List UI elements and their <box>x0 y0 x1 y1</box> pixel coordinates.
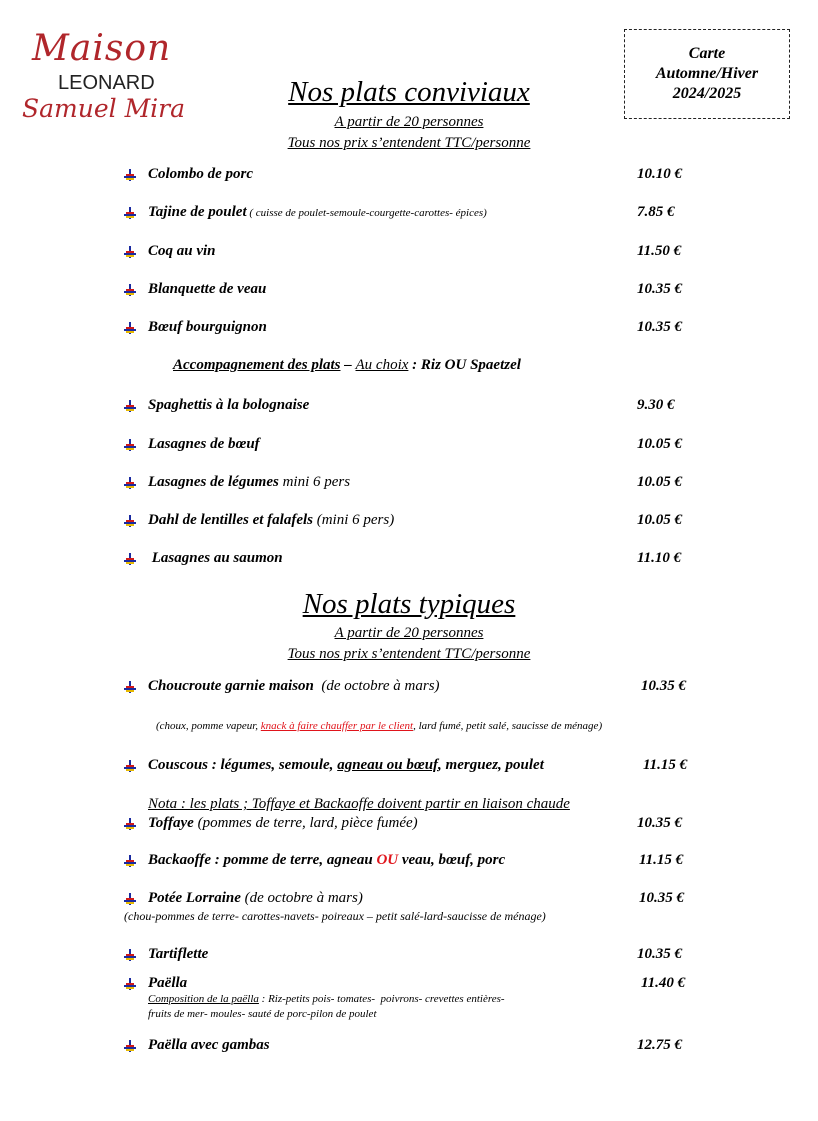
item-detail: (de octobre à mars) <box>313 678 440 694</box>
section1-sub2: Tous nos prix s’entendent TTC/personne <box>287 135 531 151</box>
item-price: 10.05 € <box>637 436 682 452</box>
item-price: 10.10 € <box>637 166 682 182</box>
bullet-icon <box>124 893 136 905</box>
accompagnement-label: Accompagnement des plats <box>173 357 341 373</box>
item-name: Spaghettis à la bolognaise <box>148 397 310 413</box>
item-name: Paëlla avec gambas <box>148 1037 270 1053</box>
menu-item <box>124 975 187 992</box>
paella-composition-2: fruits de mer- moules- sauté de porc-pilon de poulet <box>148 1008 377 1020</box>
item-price: 10.35 € <box>637 946 682 962</box>
logo-maison: Maison <box>32 28 172 69</box>
note-text: , lard fumé, petit salé, saucisse de ménage) <box>413 720 603 732</box>
accompagnement-line <box>173 357 521 374</box>
item-detail: (mini 6 pers) <box>312 512 395 528</box>
bullet-icon <box>124 477 136 489</box>
composition-label: Composition de la paëlla <box>148 993 259 1005</box>
menu-item <box>124 852 505 869</box>
note-highlight: knack à faire chauffer par le client <box>260 720 414 732</box>
section2-sub2: Tous nos prix s’entendent TTC/personne <box>287 646 531 662</box>
bullet-icon <box>124 515 136 527</box>
item-price: 10.35 € <box>637 281 682 297</box>
item-price: 10.05 € <box>637 512 682 528</box>
potee-note: (chou-pommes de terre- carottes-navets- poireaux – petit salé-lard-saucisse de ménage) <box>124 909 546 923</box>
menu-item <box>124 815 418 832</box>
item-price: 11.15 € <box>643 757 688 773</box>
item-name: Tajine de poulet <box>148 204 247 220</box>
item-name: Backaoffe : pomme de terre, agneau <box>148 852 377 868</box>
menu-item <box>124 757 544 774</box>
bullet-icon <box>124 400 136 412</box>
menu-item <box>124 281 266 298</box>
bullet-icon <box>124 439 136 451</box>
note-text: (choux, pomme vapeur, <box>156 720 261 732</box>
bullet-icon <box>124 818 136 830</box>
item-name-highlight: OU <box>376 852 399 868</box>
item-price: 9.30 € <box>637 397 675 413</box>
season-line-1: Carte <box>688 45 726 62</box>
item-price: 11.50 € <box>637 243 682 259</box>
bullet-icon <box>124 169 136 181</box>
item-price: 7.85 € <box>637 204 675 220</box>
paella-composition <box>148 993 505 1005</box>
item-detail: (de octobre à mars) <box>240 890 363 906</box>
menu-item <box>124 474 350 491</box>
menu-item <box>124 397 309 414</box>
item-name: Dahl de lentilles et falafels <box>148 512 313 528</box>
item-price: 11.15 € <box>639 852 684 868</box>
item-name: Blanquette de veau <box>148 281 267 297</box>
item-name: Potée Lorraine <box>148 890 241 906</box>
bullet-icon <box>124 760 136 772</box>
menu-item <box>124 166 253 183</box>
menu-item <box>124 436 260 453</box>
bullet-icon <box>124 855 136 867</box>
bullet-icon <box>124 681 136 693</box>
bullet-icon <box>124 207 136 219</box>
item-detail: mini 6 pers <box>278 474 351 490</box>
bullet-icon <box>124 322 136 334</box>
season-line-3: 2024/2025 <box>672 85 742 102</box>
menu-item <box>124 1037 270 1054</box>
menu-item <box>124 678 440 695</box>
item-price: 12.75 € <box>637 1037 682 1053</box>
bullet-icon <box>124 246 136 258</box>
item-name: Colombo de porc <box>148 166 253 182</box>
section1-sub1: A partir de 20 personnes <box>334 114 484 130</box>
section2-title: Nos plats typiques <box>302 588 516 620</box>
menu-item <box>124 243 216 260</box>
logo-leonard: LEONARD <box>58 72 155 94</box>
item-name: Paëlla <box>148 975 188 991</box>
menu-item <box>124 550 283 567</box>
bullet-icon <box>124 284 136 296</box>
bullet-icon <box>124 978 136 990</box>
item-name: Couscous : légumes, semoule, <box>148 757 338 773</box>
item-name: veau, bœuf, porc <box>398 852 506 868</box>
accompagnement-options: : Riz OU Spaetzel <box>408 357 521 373</box>
section2-sub1: A partir de 20 personnes <box>334 625 484 641</box>
menu-item <box>124 319 267 336</box>
menu-item <box>124 946 208 963</box>
item-name: Lasagnes au saumon <box>148 550 283 566</box>
menu-item <box>124 890 363 907</box>
item-name: Coq au vin <box>148 243 216 259</box>
item-price: 10.35 € <box>639 890 684 906</box>
item-name: , merguez, poulet <box>438 757 544 773</box>
item-price: 10.35 € <box>637 319 682 335</box>
item-price: 10.05 € <box>637 474 682 490</box>
accompagnement-dash: – <box>340 357 356 373</box>
item-name: Tartiflette <box>148 946 209 962</box>
item-name: Bœuf bourguignon <box>148 319 267 335</box>
item-detail: (pommes de terre, lard, pièce fumée) <box>193 815 418 831</box>
accompagnement-choice: Au choix <box>355 357 409 373</box>
item-price: 10.35 € <box>641 678 686 694</box>
section1-title: Nos plats conviviaux <box>288 76 530 108</box>
nota-text: Nota : les plats ; Toffaye et Backaoffe doivent partir en liaison chaude <box>148 796 570 812</box>
item-name-underlined: agneau ou bœuf <box>337 757 439 773</box>
item-name: Toffaye <box>148 815 194 831</box>
choucroute-note <box>156 720 602 732</box>
item-detail: ( cuisse de poulet-semoule-courgette-carottes- épices) <box>246 206 487 219</box>
item-name: Lasagnes de bœuf <box>148 436 260 452</box>
season-line-2: Automne/Hiver <box>655 65 759 82</box>
bullet-icon <box>124 553 136 565</box>
item-name: Lasagnes de légumes <box>148 474 279 490</box>
bullet-icon <box>124 1040 136 1052</box>
item-price: 11.40 € <box>641 975 686 991</box>
composition-text: : Riz-petits pois- tomates- poivrons- crevettes entières- <box>258 993 505 1005</box>
item-price: 10.35 € <box>637 815 682 831</box>
menu-item <box>124 512 394 529</box>
item-price: 11.10 € <box>637 550 682 566</box>
logo-samuel: Samuel Mira <box>22 94 186 123</box>
item-name: Choucroute garnie maison <box>148 678 314 694</box>
menu-item <box>124 204 487 221</box>
bullet-icon <box>124 949 136 961</box>
